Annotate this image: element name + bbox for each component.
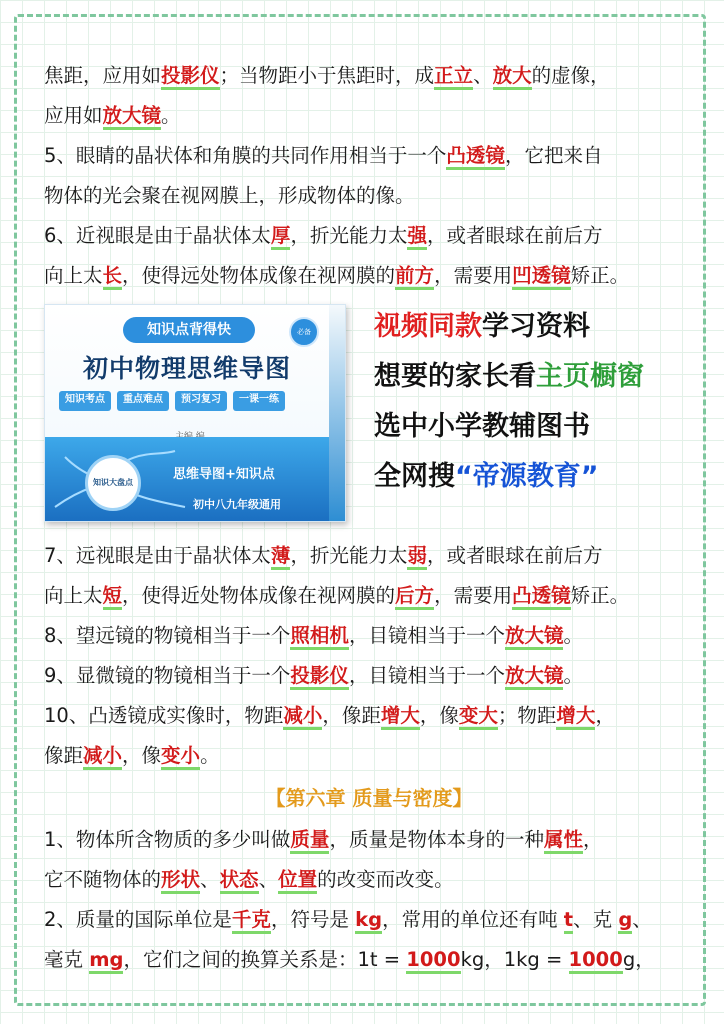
text-span: 。 [161, 104, 181, 127]
keyword: 投影仪 [290, 664, 349, 690]
text-span: 毫克 [44, 948, 90, 971]
text-span: ，像 [122, 744, 162, 767]
text-span: ，像距 [322, 704, 381, 727]
text-line [44, 536, 694, 576]
seal-icon [289, 317, 319, 347]
keyword: 1000 [569, 948, 623, 974]
book-spine [329, 305, 345, 521]
text-span: ， [582, 828, 603, 851]
seal-label: 必备 [297, 328, 311, 336]
text-line [44, 736, 694, 776]
text-span: 10、凸透镜成实像时，物距 [44, 704, 284, 727]
promo-highlight: 视频同款 [374, 311, 482, 342]
document-content [44, 56, 694, 980]
text-span: ，使得近处物体成像在视网膜的 [122, 584, 396, 607]
keyword: 凸透镜 [512, 584, 571, 610]
text-span: g， [622, 948, 655, 971]
book-tag: 一课一练 [233, 391, 285, 411]
keyword: 厚 [271, 224, 291, 250]
keyword: 照相机 [290, 624, 349, 650]
keyword: 1000 [406, 948, 460, 974]
keyword: g [618, 908, 632, 934]
text-span: ，折光能力太 [290, 224, 408, 247]
text-span: 。 [200, 744, 220, 767]
text-line [44, 820, 694, 860]
promo-span: 学习资料 [482, 311, 590, 342]
keyword: 凸透镜 [446, 144, 505, 170]
keyword: 前方 [395, 264, 434, 290]
text-span: kg，1kg = [460, 948, 569, 971]
keyword: 短 [103, 584, 123, 610]
keyword: 薄 [271, 544, 291, 570]
text-line [44, 136, 694, 176]
text-span: ，像 [419, 704, 459, 727]
keyword: t [564, 908, 573, 934]
node-label: 知识大盘点 [93, 478, 133, 487]
promo-span: 选中小学教辅图书 [374, 411, 590, 442]
keyword: 放大镜 [505, 624, 564, 650]
keyword: 属性 [544, 828, 583, 854]
text-span: 1、物体所含物质的多少叫做 [44, 828, 291, 851]
promo-line [374, 352, 694, 402]
text-span: 6、近视眼是由于晶状体太 [44, 224, 271, 247]
text-line [44, 616, 694, 656]
mind-map-node [85, 455, 141, 511]
keyword: 弱 [407, 544, 427, 570]
book-tag: 知识考点 [59, 391, 111, 411]
text-span: 7、远视眼是由于晶状体太 [44, 544, 271, 567]
book-cover-image [44, 304, 346, 522]
text-span: 向上太 [44, 584, 103, 607]
text-span: 的改变而改变。 [317, 868, 454, 891]
keyword: 形状 [161, 868, 200, 894]
text-span: ，使得远处物体成像在视网膜的 [122, 264, 396, 287]
keyword: 后方 [395, 584, 434, 610]
book-subtitle: 思维导图+知识点 [173, 467, 275, 482]
text-span: ，目镜相当于一个 [348, 664, 505, 687]
keyword: 凹透镜 [512, 264, 571, 290]
keyword: 增大 [556, 704, 595, 730]
keyword: mg [89, 948, 123, 974]
text-span: ，目镜相当于一个 [348, 624, 505, 647]
keyword: kg [355, 908, 382, 934]
text-span: 、 [632, 908, 652, 931]
text-span: ， [595, 704, 615, 727]
keyword: 增大 [381, 704, 420, 730]
text-span: 5、眼睛的晶状体和角膜的共同作用相当于一个 [44, 144, 447, 167]
book-tag: 重点难点 [117, 391, 169, 411]
text-span: 像距 [44, 744, 84, 767]
text-span: 矫正。 [570, 584, 630, 607]
promo-span: 想要的家长看 [374, 361, 536, 392]
text-span: ，或者眼球在前后方 [426, 544, 603, 567]
promo-line [374, 302, 694, 352]
text-span: 它不随物体的 [44, 868, 162, 891]
promo-line [374, 402, 694, 452]
text-span: ，符号是 [270, 908, 356, 931]
text-span: 矫正。 [570, 264, 630, 287]
text-span: 。 [563, 624, 583, 647]
text-span: 物体的光会聚在视网膜上，形成物体的像。 [44, 184, 415, 207]
text-span: ，常用的单位还有吨 [382, 908, 564, 931]
text-span: 、 [258, 868, 279, 891]
keyword: 状态 [220, 868, 259, 894]
text-span: ，或者眼球在前后方 [426, 224, 603, 247]
promo-line [374, 452, 694, 502]
keyword: 放大镜 [103, 104, 162, 130]
text-span: ，需要用 [434, 584, 513, 607]
text-span: 8、望远镜的物镜相当于一个 [44, 624, 291, 647]
text-line [44, 216, 694, 256]
keyword: 质量 [290, 828, 329, 854]
chapter-heading: 【第六章 质量与密度】 [265, 786, 473, 810]
book-tag: 预习复习 [175, 391, 227, 411]
keyword: 放大 [493, 64, 532, 90]
text-line [44, 56, 694, 96]
text-line [44, 696, 694, 736]
keyword: 投影仪 [161, 64, 220, 90]
text-span: 2、质量的国际单位是 [44, 908, 232, 931]
text-line [44, 860, 694, 900]
text-line [44, 940, 694, 980]
text-span: ，质量是物体本身的一种 [329, 828, 544, 851]
promo-highlight: “帝源教育” [455, 461, 599, 492]
text-span: ，它们之间的换算关系是：1t = [123, 948, 407, 971]
keyword: 长 [103, 264, 123, 290]
promo-banner [44, 302, 694, 534]
text-span: ，折光能力太 [290, 544, 408, 567]
text-line [44, 576, 694, 616]
text-span: 应用如 [44, 104, 103, 127]
keyword: 放大镜 [505, 664, 564, 690]
book-tags [59, 391, 329, 411]
text-span: 的虚像， [531, 64, 610, 87]
keyword: 变小 [161, 744, 200, 770]
text-line [44, 656, 694, 696]
keyword: 变大 [459, 704, 498, 730]
text-span: ；物距 [497, 704, 557, 727]
keyword: 位置 [278, 868, 317, 894]
promo-span: 全网搜 [374, 461, 455, 492]
text-span: ；当物距小于焦距时，成 [219, 64, 435, 87]
text-span: 焦距，应用如 [44, 64, 162, 87]
text-span: 、 [200, 868, 220, 891]
text-span: 向上太 [44, 264, 103, 287]
keyword: 强 [407, 224, 427, 250]
book-title: 初中物理思维导图 [82, 354, 291, 383]
text-line [44, 256, 694, 296]
text-span: ，它把来自 [504, 144, 603, 167]
text-span: 、 [473, 64, 493, 87]
keyword: 正立 [434, 64, 473, 90]
book-badge: 知识点背得快 [123, 317, 255, 343]
promo-text [374, 302, 694, 502]
text-span: ，需要用 [434, 264, 513, 287]
keyword: 减小 [283, 704, 322, 730]
promo-highlight: 主页橱窗 [536, 361, 644, 392]
text-line [44, 96, 694, 136]
keyword: 千克 [232, 908, 271, 934]
text-span: 。 [563, 664, 583, 687]
text-span: 、克 [573, 908, 619, 931]
text-line [44, 900, 694, 940]
keyword: 减小 [83, 744, 122, 770]
text-span: 9、显微镜的物镜相当于一个 [44, 664, 291, 687]
text-line [44, 176, 694, 216]
book-grade: 初中八九年级通用 [193, 498, 281, 511]
